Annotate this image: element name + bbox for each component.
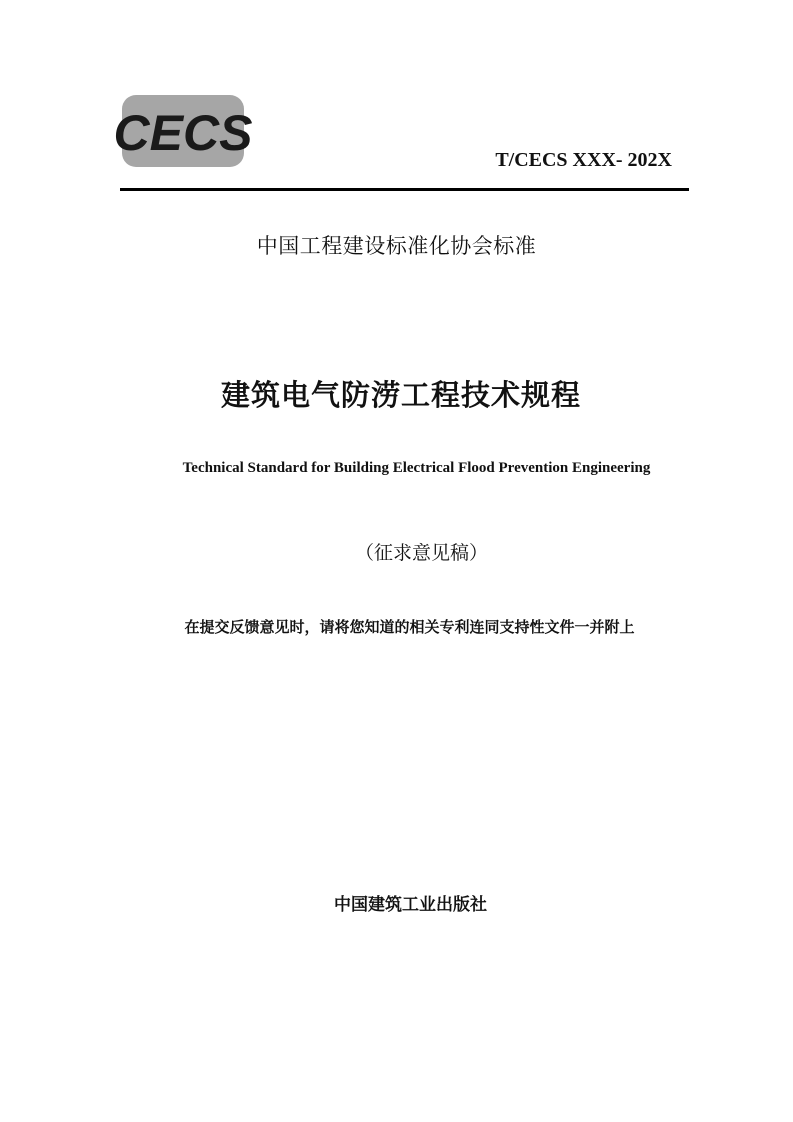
association-name: 中国工程建设标准化协会标准 <box>256 234 537 258</box>
header-rule <box>120 188 689 191</box>
logo-text: CECS <box>113 105 253 161</box>
title-chinese: 建筑电气防涝工程技术规程 <box>221 378 582 412</box>
publisher-name: 中国建筑工业出版社 <box>334 895 487 915</box>
patent-notice: 在提交反馈意见时，请将您知道的相关专利连同支持性文件一并附上 <box>184 618 635 636</box>
standard-number: T/CECS XXX- 202X <box>495 149 672 171</box>
draft-label: （征求意见稿） <box>354 542 488 564</box>
title-english: Technical Standard for Building Electrical Flood Prevention Engineering <box>182 460 651 476</box>
cecs-logo <box>108 92 258 170</box>
